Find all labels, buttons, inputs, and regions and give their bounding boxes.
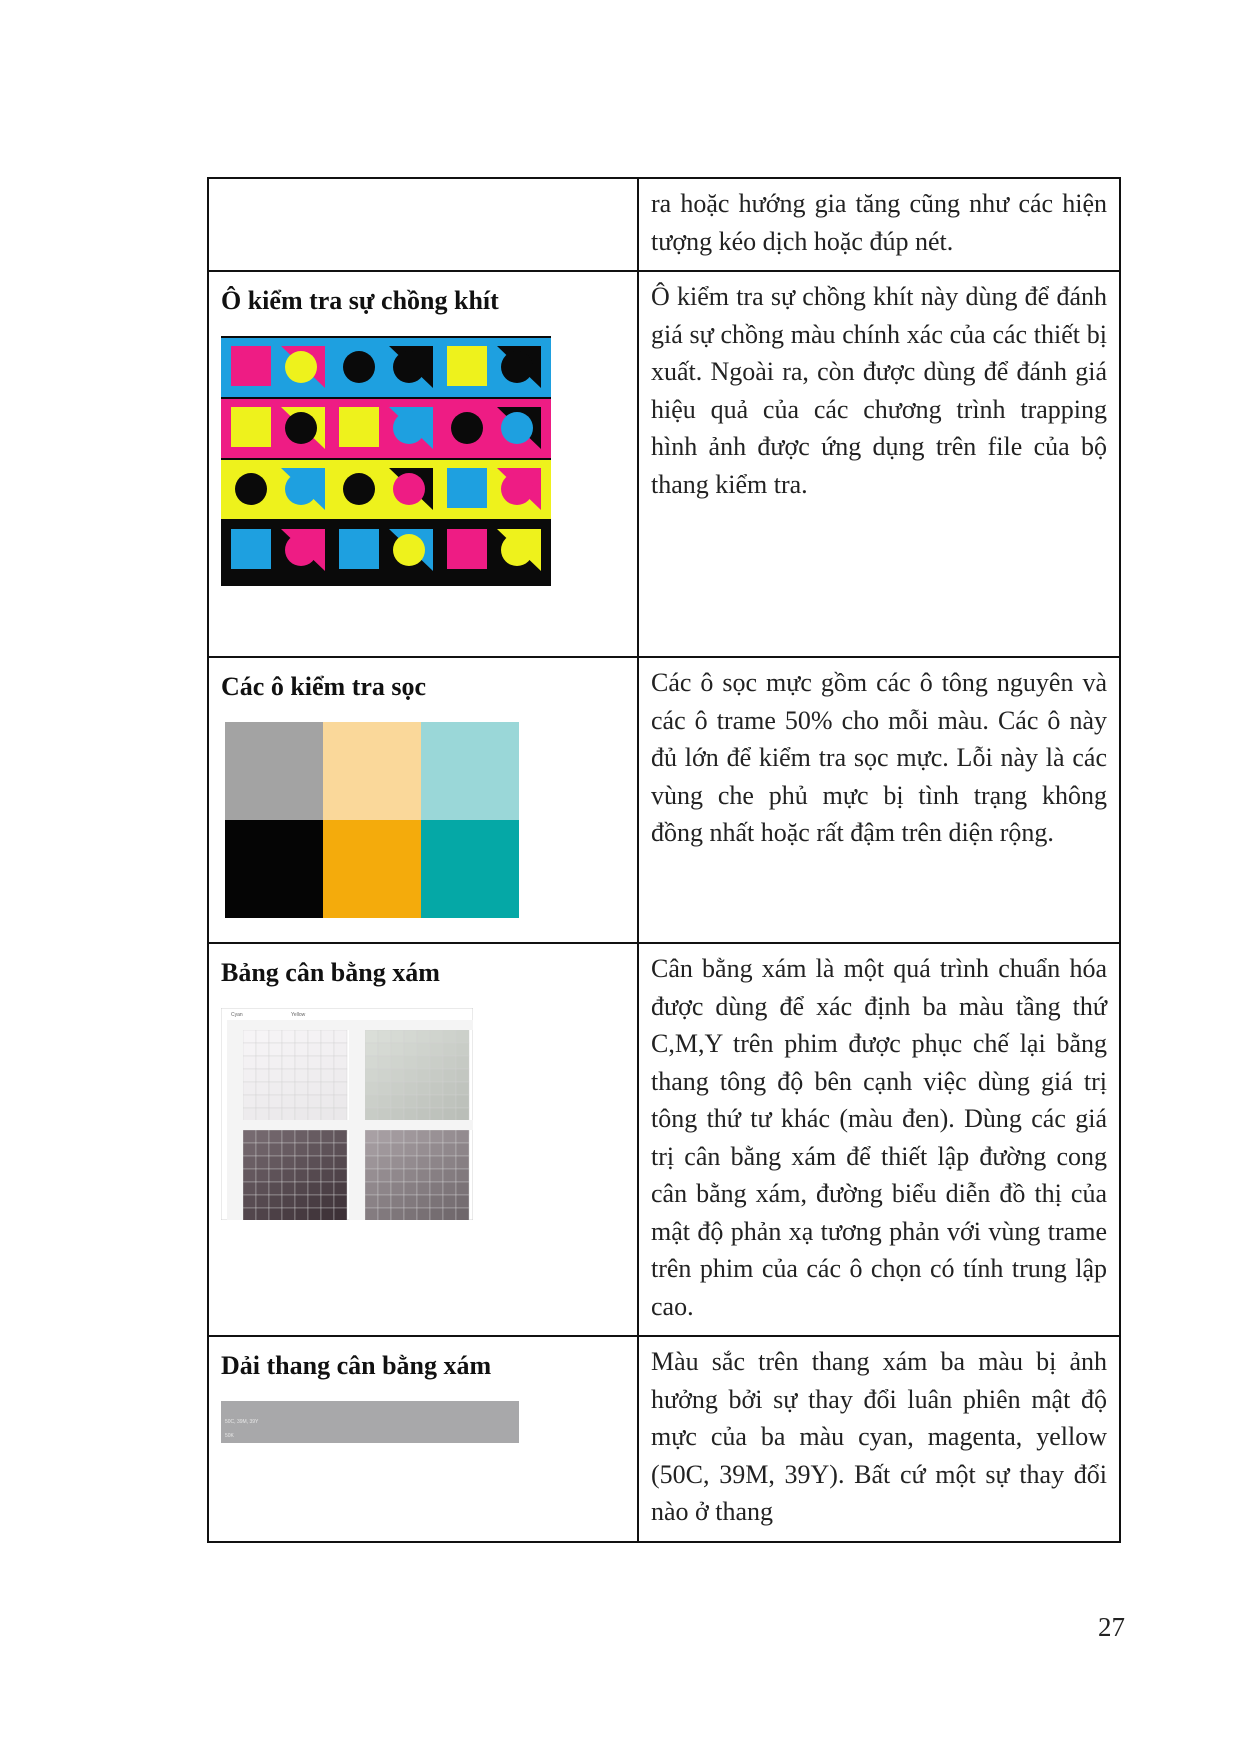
- gray-balance-cell: [243, 1130, 256, 1143]
- table-row: [208, 178, 1120, 271]
- gray-balance-cell: [321, 1082, 334, 1095]
- gray-balance-cell: [256, 1082, 269, 1095]
- gray-balance-cell: [256, 1095, 269, 1108]
- gray-balance-cell: [378, 1169, 391, 1182]
- gray-balance-cell: [321, 1143, 334, 1156]
- gray-balance-cell: [256, 1056, 269, 1069]
- gray-balance-cell: [430, 1069, 443, 1082]
- gray-balance-cell: [308, 1082, 321, 1095]
- stripe-swatch: [225, 722, 323, 820]
- gray-balance-cell: [404, 1095, 417, 1108]
- gray-balance-cell: [269, 1095, 282, 1108]
- gray-balance-cell: [378, 1182, 391, 1195]
- gray-balance-cell: [321, 1108, 334, 1121]
- gray-balance-cell: [243, 1169, 256, 1182]
- gray-balance-cell: [456, 1182, 469, 1195]
- register-circle: [451, 534, 483, 566]
- gray-balance-cell: [391, 1182, 404, 1195]
- register-circle: [285, 351, 317, 383]
- row-5-left-cell: [208, 1336, 638, 1542]
- gray-balance-cell: [391, 1069, 404, 1082]
- register-circle: [451, 412, 483, 444]
- gray-balance-cell: [365, 1143, 378, 1156]
- gray-balance-cell: [321, 1095, 334, 1108]
- gray-balance-cell: [417, 1156, 430, 1169]
- gray-balance-cell: [282, 1030, 295, 1043]
- gray-balance-cell: [391, 1030, 404, 1043]
- gray-balance-cell: [256, 1169, 269, 1182]
- gray-balance-cell: [308, 1095, 321, 1108]
- gray-balance-cell: [378, 1156, 391, 1169]
- gray-balance-cell: [456, 1030, 469, 1043]
- gray-balance-cell: [365, 1169, 378, 1182]
- gray-balance-cell: [321, 1069, 334, 1082]
- gray-balance-cell: [334, 1043, 347, 1056]
- gray-balance-cell: [295, 1195, 308, 1208]
- gray-balance-cell: [404, 1043, 417, 1056]
- gray-balance-cell: [256, 1208, 269, 1220]
- stripe-swatch: [323, 722, 421, 820]
- page-number: 27: [1098, 1612, 1125, 1642]
- gray-balance-cell: [417, 1095, 430, 1108]
- gray-balance-cell: [334, 1156, 347, 1169]
- gray-balance-cell: [243, 1143, 256, 1156]
- register-circle: [343, 412, 375, 444]
- gray-balance-chart-image: [221, 1008, 473, 1220]
- gray-balance-cell: [378, 1143, 391, 1156]
- gray-balance-cell: [321, 1043, 334, 1056]
- gray-balance-cell: [443, 1182, 456, 1195]
- gray-balance-cell: [295, 1030, 308, 1043]
- gray-balance-cell: [269, 1069, 282, 1082]
- gray-balance-cell: [334, 1169, 347, 1182]
- gray-balance-cell: [243, 1082, 256, 1095]
- gray-balance-cell: [321, 1156, 334, 1169]
- gray-balance-cell: [417, 1169, 430, 1182]
- gray-balance-cell: [378, 1043, 391, 1056]
- gray-balance-cell: [404, 1169, 417, 1182]
- gray-balance-cell: [417, 1056, 430, 1069]
- register-circle: [235, 351, 267, 383]
- gray-balance-cell: [243, 1182, 256, 1195]
- gray-balance-cell: [308, 1143, 321, 1156]
- gray-balance-cell: [282, 1056, 295, 1069]
- gray-balance-cell: [321, 1208, 334, 1220]
- gray-balance-cell: [243, 1095, 256, 1108]
- gray-balance-cell: [282, 1195, 295, 1208]
- gray-balance-cell: [321, 1195, 334, 1208]
- gray-balance-cell: [378, 1130, 391, 1143]
- gray-balance-cell: [243, 1208, 256, 1220]
- register-circle: [501, 534, 533, 566]
- gray-balance-cell: [282, 1082, 295, 1095]
- table-row: [208, 657, 1120, 943]
- gray-balance-cell: [404, 1069, 417, 1082]
- gray-balance-cell: [269, 1056, 282, 1069]
- gray-balance-cell: [282, 1182, 295, 1195]
- gray-balance-cell: [308, 1169, 321, 1182]
- gray-balance-cell: [321, 1169, 334, 1182]
- gray-balance-cell: [430, 1043, 443, 1056]
- gray-balance-cell: [391, 1056, 404, 1069]
- gray-balance-cell: [269, 1182, 282, 1195]
- row-2-left-cell: [208, 271, 638, 657]
- gray-balance-cell: [378, 1208, 391, 1220]
- gray-balance-cell: [378, 1030, 391, 1043]
- register-check-image: [221, 336, 551, 586]
- gray-balance-cell: [295, 1108, 308, 1121]
- gray-balance-cell: [282, 1156, 295, 1169]
- gray-balance-cell: [308, 1056, 321, 1069]
- gray-balance-cell: [308, 1108, 321, 1121]
- gray-balance-cell: [295, 1143, 308, 1156]
- register-circle: [393, 534, 425, 566]
- gray-balance-cell: [243, 1043, 256, 1056]
- gray-balance-cell: [404, 1208, 417, 1220]
- gray-balance-cell: [430, 1130, 443, 1143]
- gray-balance-cell: [456, 1043, 469, 1056]
- gray-balance-cell: [430, 1182, 443, 1195]
- register-circle: [235, 412, 267, 444]
- gray-balance-cell: [243, 1108, 256, 1121]
- gray-balance-cell: [282, 1095, 295, 1108]
- register-circle: [451, 473, 483, 505]
- gray-balance-cell: [391, 1043, 404, 1056]
- gray-balance-cell: [321, 1130, 334, 1143]
- gray-balance-cell: [443, 1030, 456, 1043]
- gray-balance-cell: [417, 1108, 430, 1121]
- register-circle: [343, 473, 375, 505]
- gray-balance-cell: [430, 1095, 443, 1108]
- gray-balance-cell: [269, 1195, 282, 1208]
- gray-balance-cell: [417, 1043, 430, 1056]
- gray-balance-cell: [269, 1043, 282, 1056]
- gray-balance-cell: [256, 1069, 269, 1082]
- gray-balance-cell: [282, 1108, 295, 1121]
- gray-balance-cell: [391, 1130, 404, 1143]
- gray-balance-cell: [404, 1082, 417, 1095]
- gray-balance-cell: [378, 1069, 391, 1082]
- gray-balance-cell: [443, 1069, 456, 1082]
- gray-balance-cell: [269, 1169, 282, 1182]
- gray-balance-cell: [308, 1030, 321, 1043]
- register-circle: [501, 351, 533, 383]
- gray-balance-cell: [334, 1056, 347, 1069]
- gray-balance-label-row: [227, 1020, 473, 1030]
- gray-balance-cell: [430, 1030, 443, 1043]
- gray-balance-cell: [256, 1043, 269, 1056]
- gray-balance-cell: [269, 1030, 282, 1043]
- gray-balance-cell: [404, 1056, 417, 1069]
- register-check-description: Ô kiểm tra sự chồng khít này dùng để đánh giá sự chồng màu chính xác của các thiết bị xuất. Ngoài ra, còn được dùng để đánh giá hiệu quả của các chương trình trapping hình ảnh được ứng dụng trên file của bộ thang kiểm tra.: [651, 282, 1107, 499]
- gray-balance-cell: [365, 1082, 378, 1095]
- gray-strip-label-2: 50K: [225, 1433, 234, 1439]
- gray-balance-cell: [365, 1095, 378, 1108]
- gray-balance-cell: [321, 1056, 334, 1069]
- gray-balance-heading: Bảng cân bằng xám: [221, 958, 440, 987]
- gray-balance-cell: [417, 1030, 430, 1043]
- gray-balance-cell: [378, 1056, 391, 1069]
- gray-balance-cell: [456, 1082, 469, 1095]
- register-circle: [235, 473, 267, 505]
- register-circle: [285, 473, 317, 505]
- gray-balance-cell: [295, 1069, 308, 1082]
- register-circle: [393, 351, 425, 383]
- gray-balance-cell: [282, 1043, 295, 1056]
- gray-strip-image: [221, 1401, 519, 1443]
- gray-balance-cell: [282, 1208, 295, 1220]
- gray-balance-cell: [404, 1143, 417, 1156]
- gray-balance-cell: [295, 1182, 308, 1195]
- gray-balance-cell: [456, 1056, 469, 1069]
- gray-balance-cell: [269, 1130, 282, 1143]
- gray-balance-cell: [417, 1130, 430, 1143]
- gray-balance-cell: [282, 1143, 295, 1156]
- gray-balance-description: Cân bằng xám là một quá trình chuẩn hóa được dùng để xác định ba màu tầng thứ C,M,Y trên phim được phục chế lại bằng thang tông độ bên cạnh việc dùng giá trị tông thứ tư khác (màu đen). Dùng các giá trị cân bằng xám để thiết lập đường cong cân bằng xám, đường biểu diễn đồ thị của mật độ phản xạ tương phản với vùng trame trên phim của các ô chọn có tính trung lập cao.: [651, 954, 1107, 1321]
- register-circle: [343, 351, 375, 383]
- gray-balance-cell: [443, 1195, 456, 1208]
- gray-balance-cell: [417, 1208, 430, 1220]
- gray-balance-cell: [443, 1130, 456, 1143]
- gray-balance-cell: [334, 1069, 347, 1082]
- gray-balance-cell: [256, 1182, 269, 1195]
- gray-balance-cell: [443, 1095, 456, 1108]
- gray-balance-cell: [417, 1082, 430, 1095]
- gray-balance-cell: [443, 1108, 456, 1121]
- gray-balance-cell: [256, 1030, 269, 1043]
- gray-balance-cell: [334, 1095, 347, 1108]
- gray-balance-cell: [365, 1043, 378, 1056]
- row-4-left-cell: [208, 943, 638, 1336]
- gray-balance-cell: [308, 1195, 321, 1208]
- gray-balance-cell: [243, 1156, 256, 1169]
- gray-balance-cell: [391, 1143, 404, 1156]
- gray-balance-cell: [456, 1156, 469, 1169]
- row-1-left-cell: [208, 178, 638, 271]
- gray-balance-cell: [417, 1143, 430, 1156]
- register-circle: [501, 412, 533, 444]
- gray-balance-cell: [456, 1108, 469, 1121]
- stripe-swatch: [421, 722, 519, 820]
- gray-balance-cell: [456, 1130, 469, 1143]
- row-5-right-cell: [638, 1336, 1120, 1542]
- stripe-swatch-image: [225, 722, 625, 918]
- gray-balance-cell: [430, 1056, 443, 1069]
- gray-balance-cell: [243, 1056, 256, 1069]
- gray-balance-cell: [404, 1195, 417, 1208]
- gray-balance-cell: [391, 1082, 404, 1095]
- gray-balance-cell: [365, 1030, 378, 1043]
- gray-balance-cell: [295, 1043, 308, 1056]
- gray-balance-cell: [417, 1069, 430, 1082]
- stripe-swatch: [323, 820, 421, 918]
- gray-balance-cell: [443, 1156, 456, 1169]
- register-circle: [393, 473, 425, 505]
- gray-balance-cell: [365, 1069, 378, 1082]
- row-3-right-cell: [638, 657, 1120, 943]
- gray-balance-cell: [443, 1169, 456, 1182]
- table-row: [208, 1336, 1120, 1542]
- gray-balance-cell: [256, 1143, 269, 1156]
- gray-balance-cell: [295, 1208, 308, 1220]
- gray-balance-cell: [334, 1108, 347, 1121]
- row-4-right-cell: [638, 943, 1120, 1336]
- row-1-right-cell: [638, 178, 1120, 271]
- gray-balance-cell: [308, 1182, 321, 1195]
- gray-balance-cell: [365, 1156, 378, 1169]
- stripe-check-heading: Các ô kiểm tra sọc: [221, 672, 427, 701]
- gray-balance-cell: [456, 1069, 469, 1082]
- gray-balance-cell: [256, 1130, 269, 1143]
- gray-balance-cell: [269, 1156, 282, 1169]
- gray-strip-heading: Dải thang cân bằng xám: [221, 1351, 492, 1380]
- gray-balance-cell: [391, 1095, 404, 1108]
- gray-balance-cyan-label: Cyan: [231, 1012, 243, 1018]
- gray-balance-cell: [295, 1095, 308, 1108]
- gray-balance-cell: [334, 1208, 347, 1220]
- gray-balance-cell: [430, 1156, 443, 1169]
- gray-balance-cell: [321, 1182, 334, 1195]
- gray-balance-cell: [365, 1208, 378, 1220]
- stripe-swatch: [421, 820, 519, 918]
- gray-balance-cell: [269, 1143, 282, 1156]
- gray-balance-cell: [378, 1195, 391, 1208]
- gray-balance-cell: [295, 1082, 308, 1095]
- gray-balance-cell: [456, 1095, 469, 1108]
- gray-balance-cell: [430, 1195, 443, 1208]
- table-row: [208, 943, 1120, 1336]
- gray-balance-cell: [243, 1030, 256, 1043]
- gray-balance-cell: [308, 1130, 321, 1143]
- gray-balance-cell: [378, 1082, 391, 1095]
- gray-strip-label-1: 50C, 39M, 39Y: [225, 1419, 259, 1425]
- gray-balance-cell: [243, 1195, 256, 1208]
- gray-balance-cell: [430, 1143, 443, 1156]
- gray-balance-cell: [295, 1169, 308, 1182]
- gray-balance-cell: [443, 1043, 456, 1056]
- gray-balance-label-row: [227, 1120, 473, 1130]
- gray-balance-cell: [295, 1056, 308, 1069]
- gray-balance-cell: [365, 1130, 378, 1143]
- gray-balance-cell: [443, 1056, 456, 1069]
- gray-balance-cell: [365, 1195, 378, 1208]
- gray-balance-cell: [404, 1130, 417, 1143]
- gray-balance-cell: [404, 1108, 417, 1121]
- register-check-heading: Ô kiểm tra sự chồng khít: [221, 286, 499, 315]
- stripe-swatch: [225, 820, 323, 918]
- content-table: [207, 177, 1121, 1543]
- row-3-left-cell: [208, 657, 638, 943]
- register-circle: [393, 412, 425, 444]
- gray-balance-cell: [365, 1182, 378, 1195]
- gray-balance-cell: [295, 1156, 308, 1169]
- gray-balance-cell: [404, 1182, 417, 1195]
- register-circle: [343, 534, 375, 566]
- register-circle: [451, 351, 483, 383]
- gray-balance-cell: [456, 1143, 469, 1156]
- table-row: [208, 271, 1120, 657]
- gray-balance-cell: [321, 1030, 334, 1043]
- row-1-description: ra hoặc hướng gia tăng cũng như các hiện tượng kéo dịch hoặc đúp nét.: [651, 189, 1107, 256]
- gray-balance-cell: [404, 1156, 417, 1169]
- gray-balance-cell: [430, 1082, 443, 1095]
- gray-balance-cell: [391, 1108, 404, 1121]
- gray-balance-cell: [334, 1130, 347, 1143]
- register-circle: [285, 534, 317, 566]
- gray-balance-cell: [334, 1030, 347, 1043]
- gray-balance-cell: [256, 1195, 269, 1208]
- gray-balance-cell: [456, 1195, 469, 1208]
- gray-balance-cell: [456, 1169, 469, 1182]
- register-circle: [501, 473, 533, 505]
- gray-balance-cell: [443, 1143, 456, 1156]
- gray-balance-cell: [334, 1182, 347, 1195]
- gray-balance-cell: [269, 1082, 282, 1095]
- gray-balance-cell: [456, 1208, 469, 1220]
- gray-balance-cell: [308, 1069, 321, 1082]
- gray-balance-cell: [443, 1082, 456, 1095]
- gray-balance-cell: [269, 1208, 282, 1220]
- gray-balance-cell: [308, 1043, 321, 1056]
- register-circle: [235, 534, 267, 566]
- gray-balance-cell: [378, 1095, 391, 1108]
- gray-balance-cell: [417, 1195, 430, 1208]
- gray-balance-cell: [269, 1108, 282, 1121]
- gray-balance-cell: [378, 1108, 391, 1121]
- gray-balance-cell: [308, 1208, 321, 1220]
- gray-balance-cell: [404, 1030, 417, 1043]
- gray-strip-description: Màu sắc trên thang xám ba màu bị ảnh hưởng bởi sự thay đổi luân phiên mật độ mực của ba màu cyan, magenta, yellow (50C, 39M, 39Y). Bất cứ một sự thay đổi nào ở thang: [651, 1347, 1107, 1526]
- gray-balance-cell: [417, 1182, 430, 1195]
- stripe-check-description: Các ô sọc mực gồm các ô tông nguyên và các ô trame 50% cho mỗi màu. Các ô này đủ lớn để kiểm tra sọc mực. Lỗi này là các vùng che phủ mực bị tình trạng không đồng nhất hoặc rất đậm trên diện rộng.: [651, 668, 1107, 847]
- gray-balance-cell: [243, 1069, 256, 1082]
- gray-balance-cell: [430, 1208, 443, 1220]
- gray-balance-cell: [391, 1156, 404, 1169]
- gray-balance-cell: [365, 1056, 378, 1069]
- gray-balance-cell: [391, 1208, 404, 1220]
- gray-balance-cell: [430, 1108, 443, 1121]
- gray-balance-cell: [282, 1169, 295, 1182]
- gray-balance-yellow-label: Yellow: [291, 1012, 306, 1018]
- gray-balance-cell: [282, 1069, 295, 1082]
- gray-balance-cell: [430, 1169, 443, 1182]
- gray-balance-cell: [391, 1195, 404, 1208]
- gray-balance-cell: [256, 1156, 269, 1169]
- gray-balance-cell: [443, 1208, 456, 1220]
- gray-balance-cell: [282, 1130, 295, 1143]
- gray-balance-cell: [334, 1082, 347, 1095]
- gray-balance-cell: [295, 1130, 308, 1143]
- row-2-right-cell: [638, 271, 1120, 657]
- gray-balance-cell: [365, 1108, 378, 1121]
- register-circle: [285, 412, 317, 444]
- gray-balance-cell: [308, 1156, 321, 1169]
- gray-balance-cell: [334, 1143, 347, 1156]
- gray-balance-cell: [391, 1169, 404, 1182]
- gray-balance-cell: [256, 1108, 269, 1121]
- gray-balance-cell: [334, 1195, 347, 1208]
